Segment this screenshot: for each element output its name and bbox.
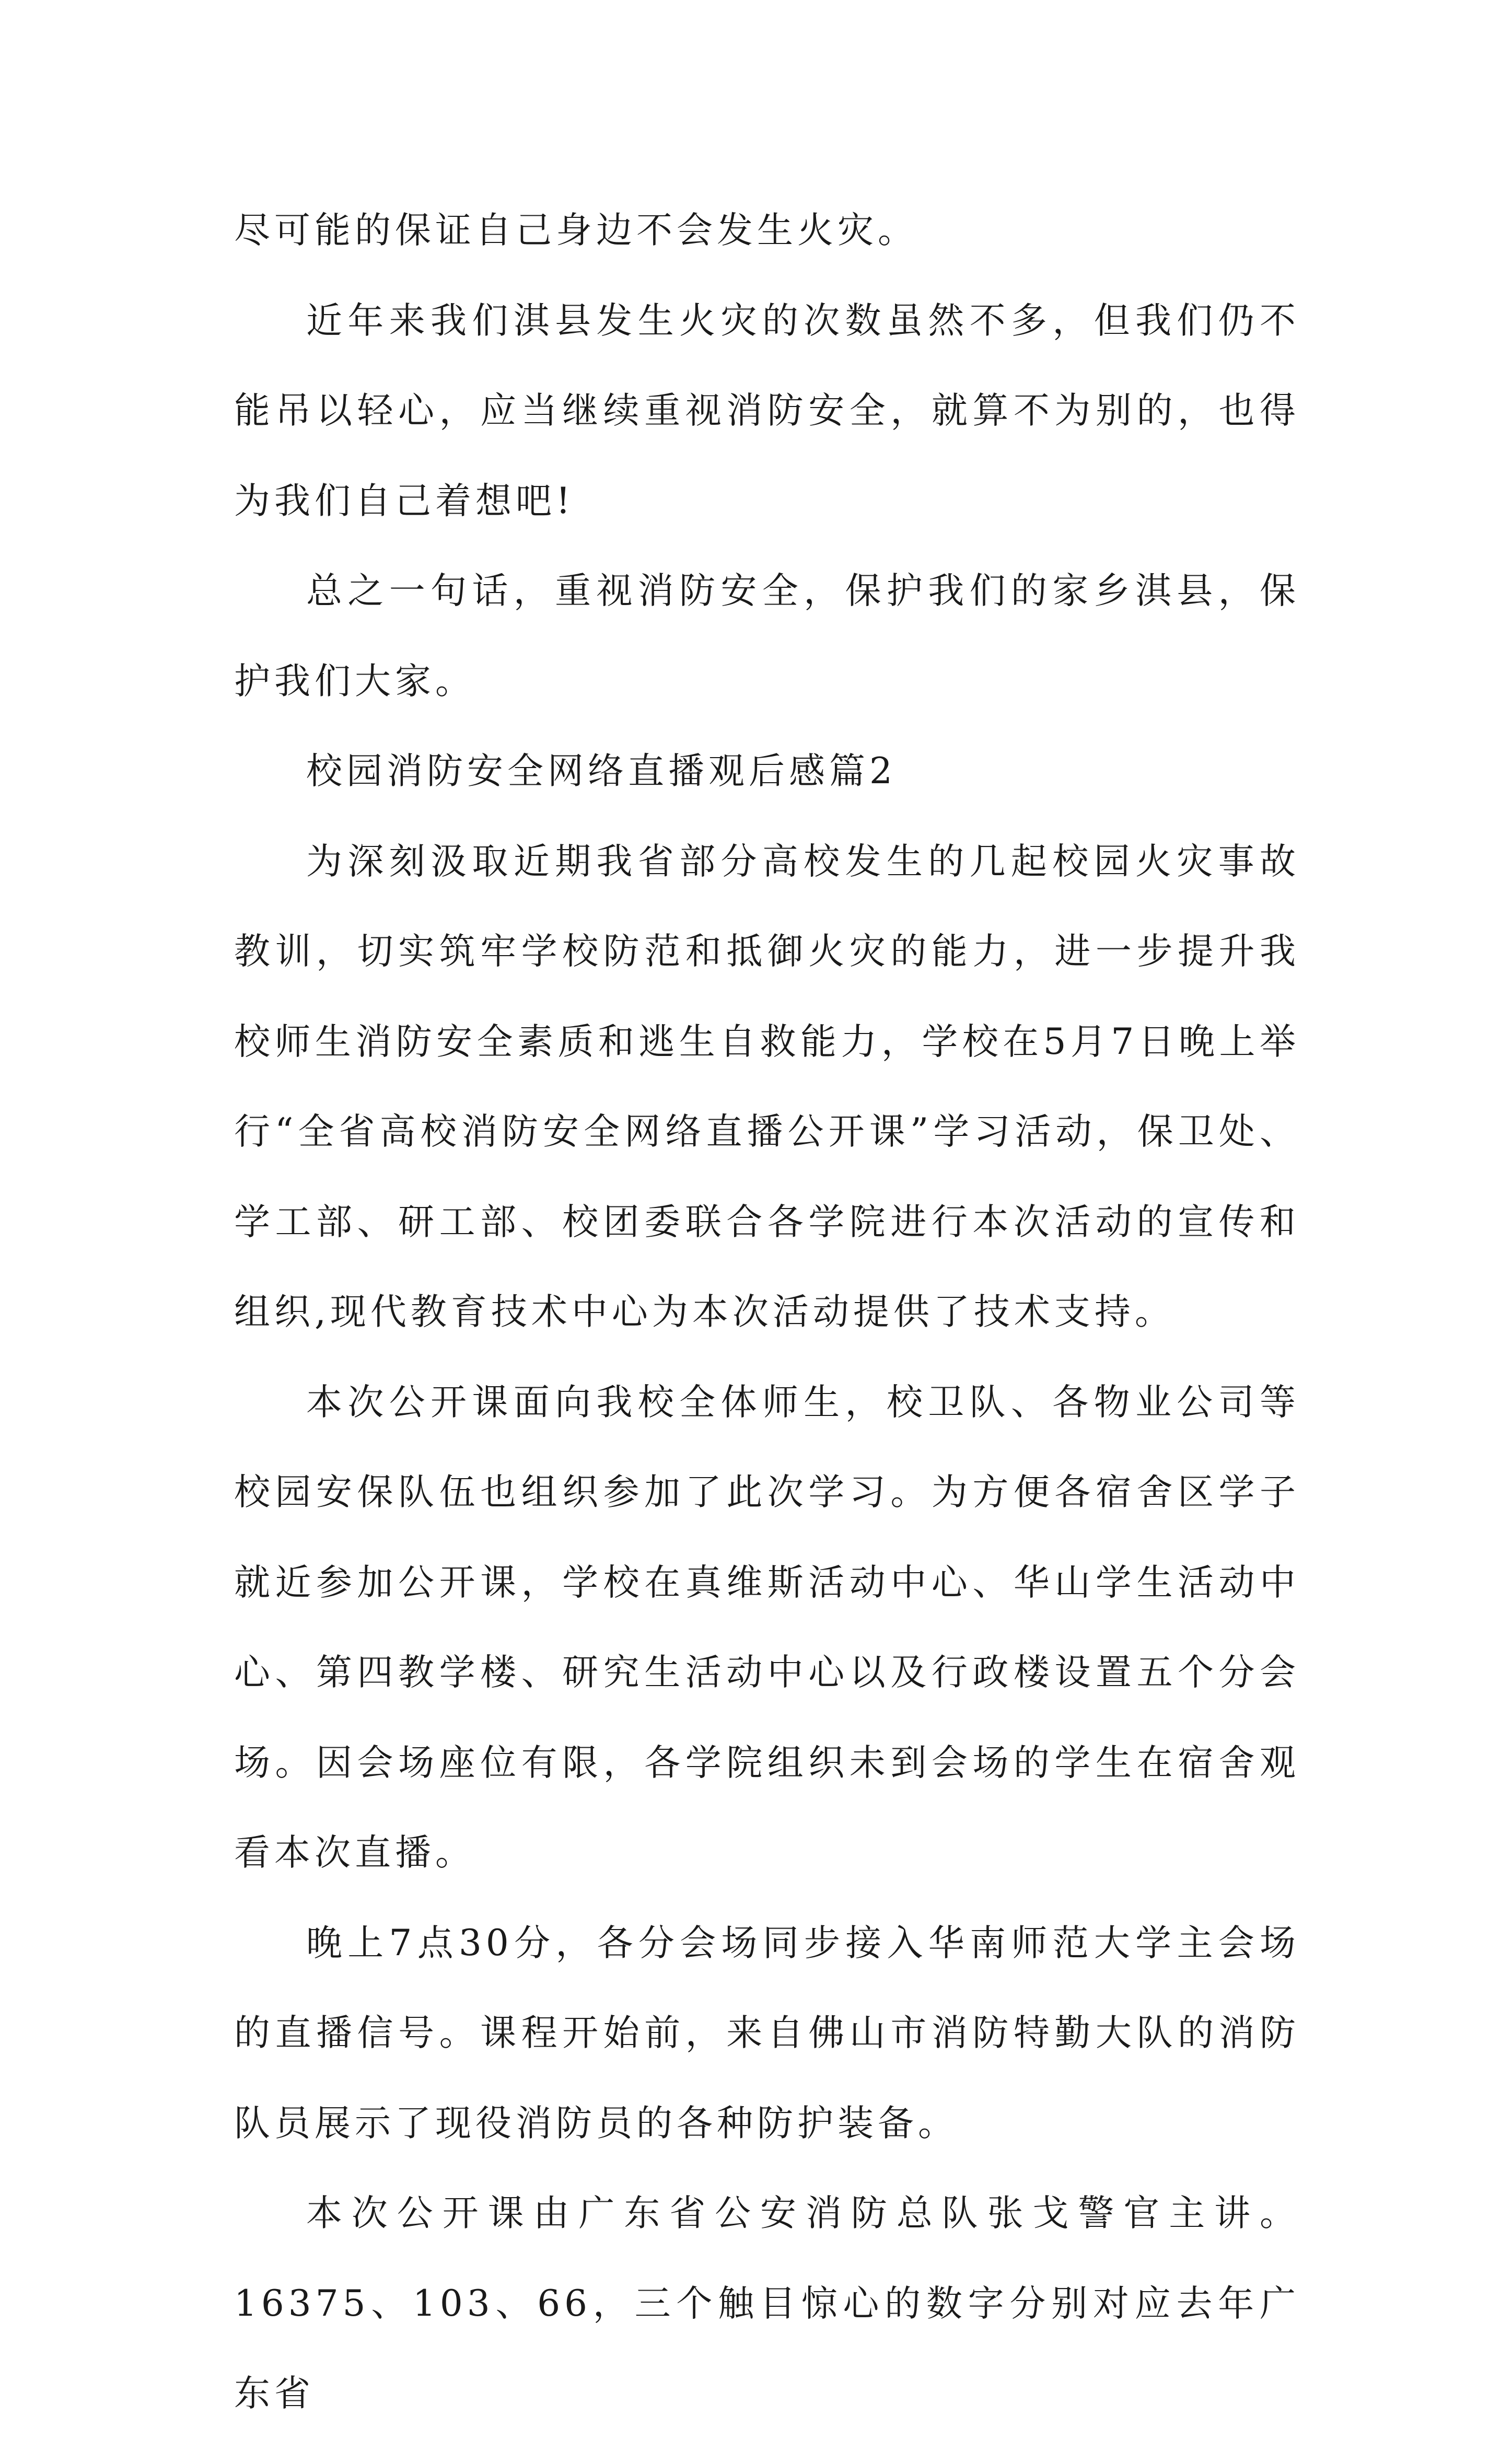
paragraph: 为深刻汲取近期我省部分高校发生的几起校园火灾事故教训，切实筑牢学校防范和抵御火灾的能力，进一步提升我校师生消防安全素质和逃生自救能力，学校在5月7日晚上举行“全省高校消防安全网络直播公开课”学习活动，保卫处、学工部、研工部、校团委联合各学院进行本次活动的宣传和组织,现代教育技术中心为本次活动提供了技术支持。: [234, 840, 1300, 1333]
paragraph: 总之一句话，重视消防安全，保护我们的家乡淇县，保护我们大家。: [234, 570, 1300, 702]
paragraph: 晚上7点30分，各分会场同步接入华南师范大学主会场的直播信号。课程开始前，来自佛山市消防特勤大队的消防队员展示了现役消防员的各种防护装备。: [234, 1922, 1300, 2144]
section-heading: 校园消防安全网络直播观后感篇2: [306, 750, 897, 792]
paragraph: 尽可能的保证自己身边不会发生火灾。: [234, 210, 918, 251]
paragraph: 本次公开课由广东省公安消防总队张戈警官主讲。16375、103、66，三个触目惊心的数字分别对应去年广东省: [234, 2192, 1300, 2414]
paragraph: 本次公开课面向我校全体师生，校卫队、各物业公司等校园安保队伍也组织参加了此次学习。为方便各宿舍区学子就近参加公开课，学校在真维斯活动中心、华山学生活动中心、第四教学楼、研究生活动中心以及行政楼设置五个分会场。因会场座位有限，各学院组织未到会场的学生在宿舍观看本次直播。: [234, 1381, 1300, 1874]
document-body: [234, 185, 1300, 2439]
paragraph: 近年来我们淇县发生火灾的次数虽然不多，但我们仍不能吊以轻心，应当继续重视消防安全，就算不为别的，也得为我们自己着想吧!: [234, 299, 1300, 522]
